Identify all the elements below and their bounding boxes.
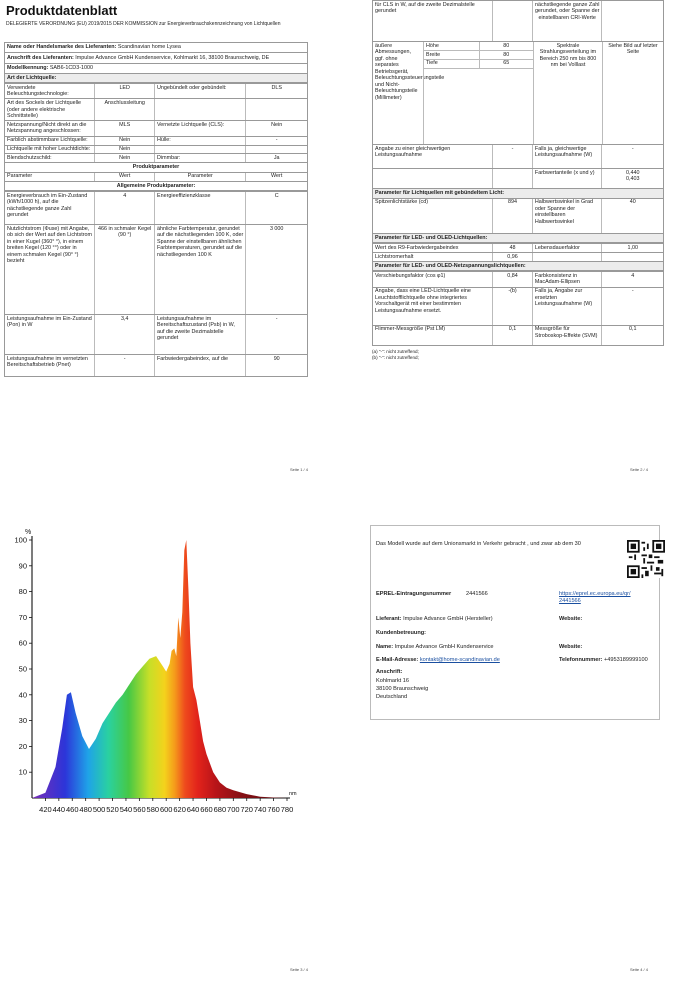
website2-label: Website: xyxy=(559,644,583,650)
x-tick-label: 700 xyxy=(227,805,240,814)
y-tick-label: 90 xyxy=(18,561,27,571)
general-row: Nutzlichtstrom (Φuse) mit Angabe, ob sich der Wert auf den Lichtstrom in einer Kugel (360° °), in einem breiten Kegel (120 °°) oder in einem schmalen Kegel (90° °) bezieht 466 in schmaler Kegel (90 °) ähnliche Farbtemperatur, gerundet auf die nächstliegenden 100 K, oder Spanne der einstellbaren ähnlichen Farbtemperaturen, gerundet auf die nächstliegenden 100 K 3 000 xyxy=(4,225,308,315)
type-row: Netzspannung/Nicht direkt an die Netzspannung angeschlossen: MLS Vernetzte Lichtquelle (CLS): Nein xyxy=(4,121,308,136)
column-header-row: Parameter Wert Parameter Wert xyxy=(4,173,308,182)
x-unit-label: nm xyxy=(289,791,297,797)
mains-row: Flimmer-Messgröße (Pst LM) 0,1 Messgröße für Stroboskop-Effekte (SVM) 0,1 xyxy=(372,326,664,346)
y-tick-label: 40 xyxy=(18,690,27,700)
address-line-2: 38100 Braunschweig xyxy=(376,686,429,692)
name-label: Name: xyxy=(376,644,394,650)
led-rows xyxy=(372,243,664,262)
name-value: Impulse Advance GmbH Kundenservice xyxy=(394,644,494,650)
footnote-a: (a) "-": nicht zutreffend; xyxy=(372,348,419,354)
type-row: Farblich abstimmbare Lichtquelle: Nein Hülle: - xyxy=(4,137,308,146)
y-tick-label: 10 xyxy=(18,767,27,777)
x-tick-label: 520 xyxy=(106,805,119,814)
model-row: Modellkennung: SAB6-1CD3-1000 xyxy=(4,64,308,74)
mains-row: Angabe, dass eine LED-Lichtquelle eine Leuchtstofflichtquelle ohne integriertes Vorschaltgerät mit einer bestimmten Leistungsaufnahme ersetzt. -(b) Falls ja, Angabe zur ersetzten Leistungsaufnahme (W) - xyxy=(372,288,664,326)
eprel-link[interactable]: https://eprel.ec.europa.eu/qr/2441566 xyxy=(559,591,631,604)
general-row: Leistungsaufnahme im Ein-Zustand (Pon) in W 3,4 Leistungsaufnahme im Bereitschaftszustand (Psb) in W, auf die zweite Dezimalstelle gerundet - xyxy=(4,315,308,355)
supplier-label: Lieferant: xyxy=(376,616,402,622)
type-row: Verwendete Beleuchtungstechnologie: LED Ungebündelt oder gebündelt: DLS xyxy=(4,83,308,99)
page-number: Seite 3 / 4 xyxy=(289,967,308,972)
x-tick-label: 780 xyxy=(280,805,294,814)
phone-value: +4953189999100 xyxy=(603,657,648,663)
y-tick-label: 50 xyxy=(18,664,27,674)
x-tick-label: 760 xyxy=(267,805,280,814)
product-table-2 xyxy=(372,0,664,361)
x-tick-label: 620 xyxy=(173,805,186,814)
y-unit-label: % xyxy=(25,529,32,536)
directional-header: Parameter für Lichtquellen mit gebündeltem Licht: xyxy=(372,189,664,199)
eprel-number: 2441566 xyxy=(466,591,488,597)
page-number: Seite 4 / 4 xyxy=(629,967,648,972)
x-tick-label: 540 xyxy=(119,805,133,814)
address-line-3: Deutschland xyxy=(376,694,408,700)
footnotes xyxy=(372,349,664,361)
product-table-1 xyxy=(4,42,308,377)
led-header: Parameter für LED- und OLED-Lichtquellen: xyxy=(372,234,664,244)
eprel-label: EPREL-Eintragungsnummer xyxy=(376,591,452,597)
footnote-b: (b) "-": nicht zutreffend; xyxy=(372,354,419,360)
mains-rows xyxy=(372,271,664,345)
spectrum-area xyxy=(32,540,287,798)
y-tick-label: 30 xyxy=(18,716,27,726)
address-label: Anschrift: xyxy=(376,669,403,675)
phone-label: Telefonnummer: xyxy=(559,657,603,663)
page-2 xyxy=(340,0,680,500)
general-header: Allgemeine Produktparameter: xyxy=(4,182,308,192)
market-intro: Das Modell wurde auf dem Unionsmarkt in Verkehr gebracht , und zwar ab dem 30 xyxy=(376,541,581,547)
dimensions-row: äußere Abmessungen, ggf. ohne separates Betriebsgerät, Beleuchtungssteuerungsteile und Nicht-Beleuchtungsteile (Millimeter) Höhe 80 Breite 80 Tiefe 65 Spektrale Strahlungsverteilung im Bereich 250 nm bis 800 nm bei Volllast Siehe Bild auf letzter Seite xyxy=(372,42,664,145)
y-tick-label: 70 xyxy=(18,612,27,622)
page-number: Seite 2 / 4 xyxy=(629,467,648,472)
x-tick-label: 660 xyxy=(200,805,213,814)
x-tick-label: 480 xyxy=(79,805,92,814)
spectrum-series xyxy=(32,540,287,798)
type-rows xyxy=(4,83,308,163)
address-line-1: Kohlmarkt 16 xyxy=(376,678,409,684)
address-row: Anschrift des Lieferanten: Impulse Advance GmbH Kundenservice, Kohlmarkt 16, 38100 Braunschweig, DE xyxy=(4,53,308,65)
document-subtitle: DELEGIERTE VERORDNUNG (EU) 2019/2015 DER KOMMISSION zur Energieverbrauchskennzeichnung von Lichtquellen xyxy=(6,21,281,27)
page-1 xyxy=(0,0,340,500)
mains-header: Parameter für LED- und OLED-Netzspannungslichtquellen: xyxy=(372,262,664,272)
type-header: Art der Lichtquelle: xyxy=(4,74,308,84)
y-tick-label: 80 xyxy=(18,587,27,597)
x-tick-label: 580 xyxy=(146,805,160,814)
dims-subtable: Höhe 80 Breite 80 Tiefe 65 xyxy=(423,42,533,144)
spectrum-chart xyxy=(0,522,340,862)
x-tick-label: 600 xyxy=(159,805,173,814)
cls-row: für CLS in W, auf die zweite Dezimalstelle gerundet nächstliegende ganze Zahl gerundet, oder Spanne der einstellbaren CRI-Werte xyxy=(372,0,664,42)
x-tick-label: 420 xyxy=(39,805,52,814)
page-3 xyxy=(0,500,340,1000)
chromaticity-row: Farbwertanteile (x und y) 0,440 0,403 xyxy=(372,169,664,189)
email-label: E-Mail-Adresse: xyxy=(376,657,419,663)
type-row: Art des Sockels der Lichtquelle (oder andere elektrische Schnittstelle) Anschlussleitung xyxy=(4,99,308,121)
led-row: Lichtstromerhalt 0,96 xyxy=(372,253,664,262)
document-title: Produktdatenblatt xyxy=(6,3,118,18)
brand-row: Name oder Handelsmarke des Lieferanten: Scandinavian home Lysea xyxy=(4,42,308,53)
led-row: Wert des R9-Farbwiedergabeindex 48 Lebensdauerfaktor 1,00 xyxy=(372,243,664,253)
mains-row: Verschiebungsfaktor (cos φ1) 0,84 Farbkonsistenz in MacAdam-Ellipsen 4 xyxy=(372,271,664,287)
website-label: Website: xyxy=(559,616,583,622)
equivalent-row: Angabe zu einer gleichwertigen Leistungsaufnahme - Falls ja, gleichwertige Leistungsaufnahme (W) - xyxy=(372,145,664,169)
info-box xyxy=(370,525,660,720)
y-tick-label: 100 xyxy=(14,535,27,545)
x-tick-label: 560 xyxy=(133,805,146,814)
page-number: Seite 1 / 4 xyxy=(289,467,308,472)
x-tick-label: 440 xyxy=(52,805,66,814)
qr-code-icon xyxy=(627,540,665,578)
supplier-value: Impulse Advance GmbH (Hersteller) xyxy=(403,616,493,622)
email-link[interactable]: kontakt@home-scandinavian.de xyxy=(419,657,500,663)
general-row: Energieverbrauch im Ein-Zustand (kWh/1000 h), auf die nächstliegende ganze Zahl gerundet 4 Energieeffizienzklasse C xyxy=(4,191,308,225)
y-tick-label: 20 xyxy=(18,741,27,751)
type-row: Blendschutzschild: Nein Dimmbar: Ja xyxy=(4,154,308,163)
general-row: Leistungsaufnahme im vernetzten Bereitschaftsbetrieb (Pnet) - Farbwiedergabeindex, auf die 90 xyxy=(4,355,308,377)
x-tick-label: 460 xyxy=(66,805,79,814)
customer-care-label: Kundenbetreuung: xyxy=(376,630,427,636)
general-rows xyxy=(4,191,308,377)
directional-row: Spitzenlichtstärke (cd) 894 Halbwertswinkel in Grad oder Spanne der einstellbaren Halbwertswinkel 40 xyxy=(372,199,664,234)
x-tick-label: 720 xyxy=(240,805,253,814)
params-header: Produktparameter xyxy=(4,163,308,173)
x-tick-label: 740 xyxy=(253,805,267,814)
x-tick-label: 500 xyxy=(92,805,106,814)
x-tick-label: 680 xyxy=(213,805,227,814)
type-row: Lichtquelle mit hoher Leuchtdichte: Nein xyxy=(4,146,308,155)
x-tick-label: 640 xyxy=(186,805,200,814)
y-tick-label: 60 xyxy=(18,638,27,648)
page-4 xyxy=(340,500,680,1000)
